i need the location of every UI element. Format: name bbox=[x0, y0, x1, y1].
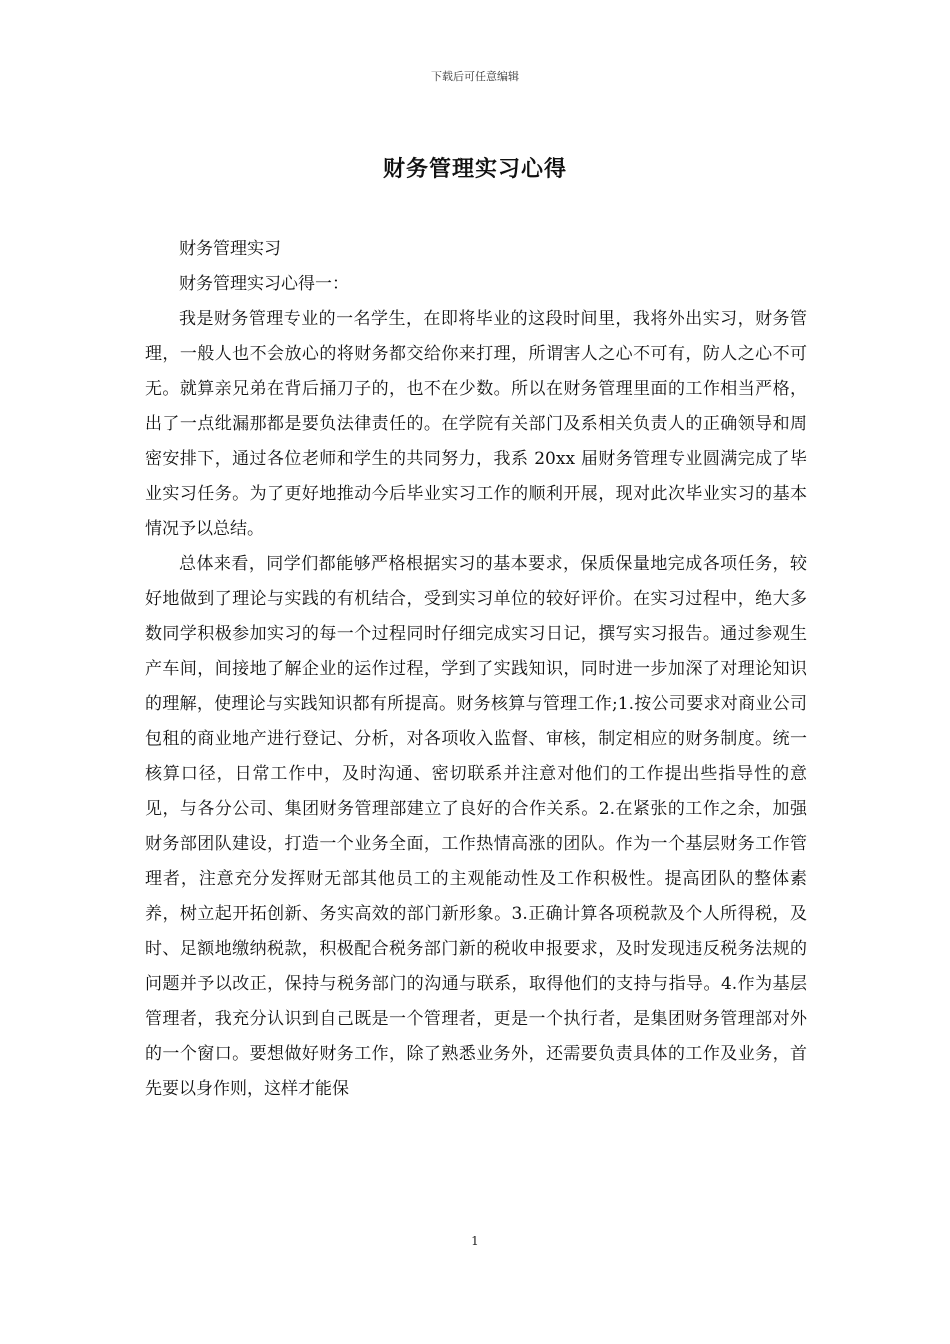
page-number: 1 bbox=[471, 1234, 479, 1248]
document-body bbox=[145, 232, 807, 1107]
header-note: 下载后可任意编辑 bbox=[431, 70, 519, 83]
paragraph-subheading: 财务管理实习心得一： bbox=[179, 274, 349, 294]
paragraph-summary: 总体来看，同学们都能够严格根据实习的基本要求，保质保量地完成各项任务，较好地做到了理论与实践的有机结合，受到实习单位的较好评价。在实习过程中，绝大多数同学积极参加实习的每一个过程同时仔细完成实习日记，撰写实习报告。通过参观生产车间，间接地了解企业的运作过程，学到了实践知识，同时进一步加深了对理论知识的理解，使理论与实践知识都有所提高。财务核算与管理工作;1.按公司要求对商业公司包租的商业地产进行登记、分析，对各项收入监督、审核，制定相应的财务制度。统一核算口径，日常工作中，及时沟通、密切联系并注意对他们的工作提出些指导性的意见，与各分公司、集团财务管理部建立了良好的合作关系。2.在紧张的工作之余，加强财务部团队建设，打造一个业务全面，工作热情高涨的团队。作为一个基层财务工作管理者，注意充分发挥财无部其他员工的主观能动性及工作积极性。提高团队的整体素养，树立起开拓创新、务实高效的部门新形象。3.正确计算各项税款及个人所得税，及时、足额地缴纳税款，积极配合税务部门新的税收申报要求，及时发现违反税务法规的问题并予以改正，保持与税务部门的沟通与联系，取得他们的支持与指导。4.作为基层管理者，我充分认识到自己既是一个管理者，更是一个执行者，是集团财务管理部对外的一个窗口。要想做好财务工作，除了熟悉业务外，还需要负责具体的工作及业务，首先要以身作则，这样才能保 bbox=[145, 554, 807, 1099]
paragraph-intro: 我是财务管理专业的一名学生，在即将毕业的这段时间里，我将外出实习，财务管理，一般人也不会放心的将财务都交给你来打理，所谓害人之心不可有，防人之心不可无。就算亲兄弟在背后捅刀子的，也不在少数。所以在财务管理里面的工作相当严格，出了一点纰漏那都是要负法律责任的。在学院有关部门及系相关负责人的正确领导和周密安排下，通过各位老师和学生的共同努力，我系 20xx 届财务管理专业圆满完成了毕业实习任务。为了更好地推动今后毕业实习工作的顺利开展，现对此次毕业实习的基本情况予以总结。 bbox=[145, 309, 807, 539]
document-title: 财务管理实习心得 bbox=[382, 156, 567, 182]
paragraph-heading: 财务管理实习 bbox=[179, 239, 281, 259]
